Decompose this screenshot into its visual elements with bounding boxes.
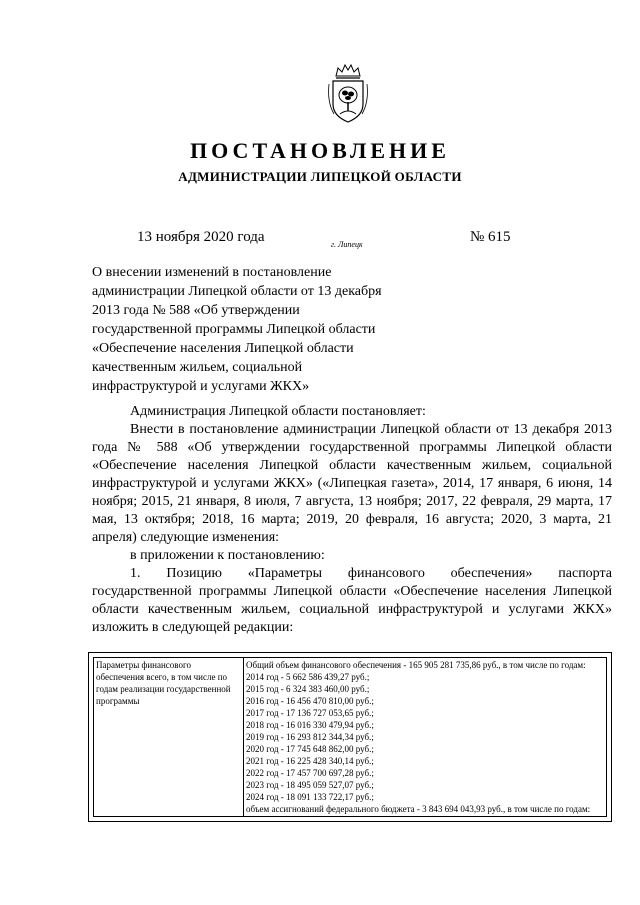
list-item: 2015 год - 6 324 383 460,00 руб.; (246, 684, 370, 694)
document-date: 13 ноября 2020 года (137, 229, 265, 245)
subject-line: «Обеспечение населения Липецкой области (92, 341, 354, 356)
financing-total: Общий объем финансового обеспечения - 165 905 281 735,86 руб., в том числе по годам: (246, 660, 586, 670)
paragraph-amendments: Внести в постановление администрации Липецкой области от 13 декабря 2013 года № 588 «Об утверждении государственной программы Липецкой области «Обеспечение населения Липецкой области качественным жильем, социальной инфраструктурой и услугами ЖКХ» («Липецкая газета», 2014, 17 января, 6 июня, 14 ноября; 2015, 21 января, 8 июля, 7 августа, 13 ноября; 2017, 22 февраля, 29 марта, 17 мая, 13 октября; 2018, 16 марта; 2019, 20 февраля, 16 августа; 2020, 3 марта, 21 апреля) следующие изменения: (92, 422, 612, 545)
table-frame (89, 653, 612, 822)
issuer-name: АДМИНИСТРАЦИИ ЛИПЕЦКОЙ ОБЛАСТИ (178, 169, 462, 184)
list-item: 2018 год - 16 016 330 479,94 руб.; (246, 720, 374, 730)
subject-line: О внесении изменений в постановление (92, 265, 332, 280)
financing-inner-table (93, 657, 607, 817)
paragraph-appendix: в приложении к постановлению: (130, 548, 325, 563)
list-item: 2022 год - 17 457 700 697,28 руб.; (246, 768, 374, 778)
financing-label: Параметры финансового обеспечения всего, в том числе по годам реализации государственной программы (96, 660, 231, 706)
list-item: 2021 год - 16 225 428 340,14 руб.; (246, 756, 374, 766)
item-1-text: государственной программы Липецкой области «Обеспечение населения Липецкой области качественным жильем, социальной инфраструктурой и услугами ЖКХ» изложить в следующей редакции: (92, 584, 612, 635)
document-body (92, 403, 612, 637)
table-row (94, 658, 607, 817)
document-city: г. Липецк (331, 240, 363, 249)
financing-label-cell (94, 658, 244, 817)
subject-line: государственной программы Липецкой области (92, 322, 376, 337)
subject-line: 2013 года № 588 «Об утверждении (92, 303, 300, 318)
list-item: 2014 год - 5 662 586 439,27 руб.; (246, 672, 370, 682)
list-item: 2020 год - 17 745 648 862,00 руб.; (246, 744, 374, 754)
subject-line: инфраструктурой и услугами ЖКХ» (92, 379, 310, 394)
list-item: 2016 год - 16 456 470 810,00 руб.; (246, 696, 374, 706)
financing-table (88, 652, 612, 822)
subject-line: качественным жильем, социальной (92, 360, 303, 375)
lipetsk-coat-of-arms-icon (326, 62, 370, 126)
list-item: 2024 год - 18 091 133 722,17 руб.; (246, 792, 374, 802)
financing-values-cell (244, 658, 607, 817)
document-title: ПОСТАНОВЛЕНИЕ (190, 138, 450, 163)
federal-budget-text: объем ассигнований федерального бюджета - 3 843 694 043,93 руб., в том числе по годам: (246, 804, 591, 814)
document-subject (92, 263, 422, 396)
document-number: № 615 (470, 229, 511, 245)
table-row (89, 653, 612, 822)
intro-paragraph: Администрация Липецкой области постановляет: (130, 404, 426, 419)
list-item: 2019 год - 16 293 812 344,34 руб.; (246, 732, 374, 742)
list-item: 2023 год - 18 495 059 527,07 руб.; (246, 780, 374, 790)
item-1-first-line: 1. Позицию «Параметры финансового обеспечения» паспорта (130, 566, 612, 581)
subject-line: администрации Липецкой области от 13 декабря (92, 284, 382, 299)
list-item: 2017 год - 17 136 727 053,65 руб.; (246, 708, 374, 718)
